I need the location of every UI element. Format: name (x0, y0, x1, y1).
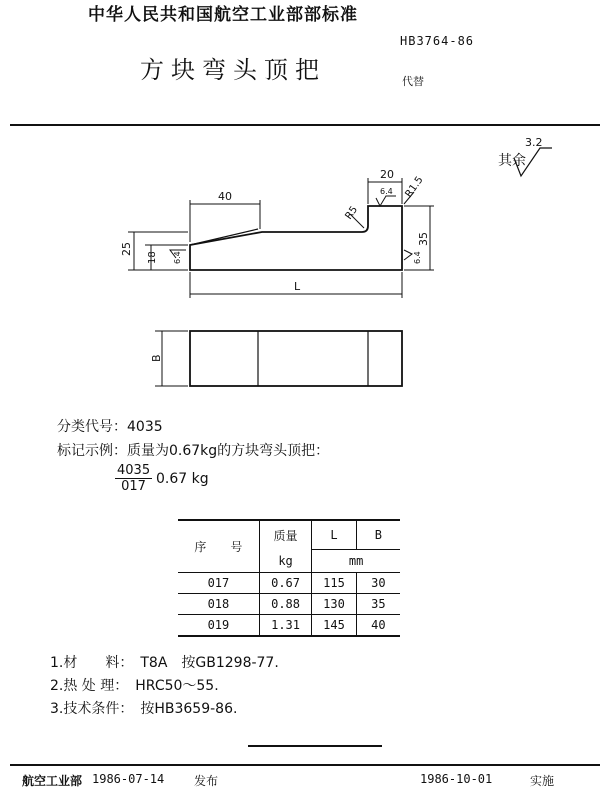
cell-l: 145 (312, 615, 356, 637)
requirement-technical-conditions: 3.技术条件： 按HB3659-86. (50, 701, 238, 717)
dim-text-40: 40 (218, 190, 232, 203)
end-rule (248, 745, 382, 747)
dim-text-l: L (294, 280, 301, 293)
dim-text-35: 35 (417, 232, 430, 246)
general-roughness-label: 其余 (498, 153, 526, 169)
roughness-right-icon (404, 250, 412, 260)
specification-table (178, 519, 400, 637)
footer-issuer: 航空工业部 (22, 774, 83, 788)
roughness-top-icon (376, 196, 396, 206)
marking-example (57, 440, 329, 460)
roughness-symbol-icon (514, 148, 552, 176)
footer-impl-date: 1986-10-01 (420, 772, 493, 786)
footer-divider (10, 764, 600, 766)
classification-code (57, 416, 163, 436)
cell-mass: 1.31 (259, 615, 311, 637)
header-mass-unit: kg (259, 550, 311, 573)
org-standard-title: 中华人民共和国航空工业部部标准 (88, 5, 358, 25)
replaces-label: 代替 (402, 75, 424, 88)
requirement-material: 1.材 料： T8A 按GB1298-77. (50, 655, 279, 671)
classification-code-value: 4035 (127, 419, 163, 435)
requirement-heat-treatment: 2.热 处 理： HRC50～55. (50, 678, 219, 694)
chamfer-line (190, 229, 258, 245)
marking-fraction-mass: 0.67 kg (156, 471, 209, 487)
top-view-outline (190, 331, 402, 386)
footer-issue-date: 1986-07-14 (92, 772, 165, 786)
header-seq: 序 号 (178, 520, 259, 573)
marking-example-label: 标记示例： (57, 443, 127, 459)
cell-l: 115 (312, 573, 356, 594)
cell-seq: 019 (178, 615, 259, 637)
cell-l: 130 (312, 594, 356, 615)
table-row (178, 594, 400, 615)
footer-impl-label: 实施 (530, 774, 555, 788)
cell-seq: 017 (178, 573, 259, 594)
dim-text-25: 25 (120, 242, 133, 256)
header-mass: 质量 (259, 520, 311, 550)
standard-number: HB3764-86 (400, 34, 475, 48)
dim-text-20: 20 (380, 168, 394, 181)
table-header-row (178, 520, 400, 550)
cell-b: 30 (356, 573, 400, 594)
dim-text-b: B (150, 354, 163, 362)
table-row (178, 573, 400, 594)
cell-b: 40 (356, 615, 400, 637)
roughness-top-text: 6.4 (380, 187, 393, 196)
fraction-numerator: 4035 (117, 463, 151, 478)
cell-mass: 0.67 (259, 573, 311, 594)
header-l: L (312, 520, 356, 550)
document-title: 方块弯头顶把 (140, 56, 326, 84)
cell-mass: 0.88 (259, 594, 311, 615)
table-row (178, 615, 400, 637)
header-b: B (356, 520, 400, 550)
dim-text-18: 18 (147, 251, 158, 264)
marking-example-text: 质量为0.67kg的方块弯头顶把： (127, 443, 330, 459)
dim-text-r5: R5 (343, 204, 361, 222)
classification-code-label: 分类代号： (57, 419, 127, 435)
roughness-right-text: 6.4 (413, 251, 422, 264)
fraction-denominator: 017 (121, 479, 146, 494)
header-unit-mm: mm (312, 550, 400, 573)
marking-fraction (115, 463, 152, 494)
dim-text-r1-5: R1.5 (403, 174, 426, 200)
footer-issue-label: 发布 (194, 774, 219, 788)
general-roughness-value: 3.2 (525, 136, 543, 149)
cell-seq: 018 (178, 594, 259, 615)
cell-b: 35 (356, 594, 400, 615)
roughness-left-text: 6.4 (173, 251, 182, 264)
